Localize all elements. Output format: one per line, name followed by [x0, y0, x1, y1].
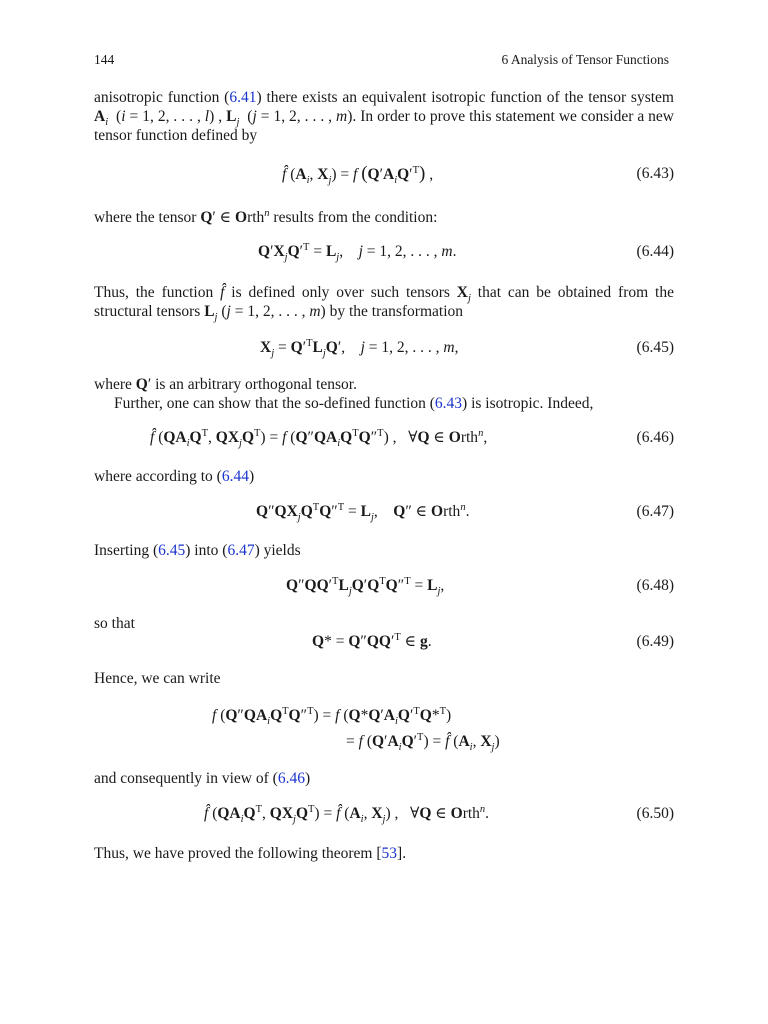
ref-6-46[interactable]: 6.46 [277, 770, 305, 787]
equation-6-47: $Q''QX_jQ^TQ''^T = L_j$, Q″ ∈ Orth$^n$. (6.47) [256, 501, 674, 524]
equation-6-45: $X_j = Q'^TL_jQ'$, j = 1, 2, . . . , m, (6.45) [260, 337, 674, 360]
equation-number: (6.48) [636, 577, 674, 594]
equation-6-49: $Q* = Q''QQ'^T$ ∈ g. (6.49) [94, 630, 674, 654]
equation-6-48: $Q''QQ'^TL_jQ'Q^TQ''^T = L_j$, (6.48) [286, 575, 674, 598]
equation-derivation-line-2: = f $(Q'A_iQ'^T)$ = f̂ ($A_i$, $X_j$) [346, 731, 500, 754]
paragraph-isotropic: Further, one can show that the so-defined function (6.43) is isotropic. Indeed, [114, 395, 594, 412]
equation-derivation-line-1: f $(Q''QA_iQ^TQ''^T) = f$ $(Q*Q'A_iQ'^TQ*^T)$ [212, 705, 452, 728]
paragraph-according: where according to (6.44) [94, 468, 255, 485]
equation-number: (6.43) [636, 165, 674, 182]
equation-number: (6.46) [636, 429, 674, 446]
paragraph-inserting: Inserting (6.45) into (6.47) yields [94, 542, 301, 559]
ref-6-43[interactable]: 6.43 [434, 395, 463, 412]
equation-number: (6.44) [636, 243, 674, 260]
equation-number: (6.50) [636, 805, 674, 822]
paragraph-function-defined: Thus, the function f̂ is defined only over such tensors $X_j$ that can be obtained from the structural tensors $L_j$ (j = 1, 2, . . . , m) by the transformation [94, 284, 674, 324]
paragraph-intro: anisotropic function (6.41) there exists an equivalent isotropic function of the tensor system $A_i$ (i = 1, 2, . . . , l) , $L_j$ (j = 1, 2, . . . , m). In order to prove this statement we consider a new tensor function defined by [94, 89, 675, 144]
ref-6-44[interactable]: 6.44 [221, 468, 249, 485]
running-header: 6 Analysis of Tensor Functions [501, 52, 669, 67]
equation-number: (6.47) [636, 503, 674, 520]
equation-number: (6.45) [636, 339, 674, 356]
ref-53[interactable]: 53 [381, 845, 398, 862]
paragraph-tensor-q: where the tensor Q′ ∈ Orth$^n$ results from the condition: [94, 207, 438, 226]
ref-6-47[interactable]: 6.47 [227, 542, 255, 559]
paragraph-orthogonal: where Q′ is an arbitrary orthogonal tensor. [94, 376, 357, 393]
equation-6-44: $Q'X_jQ'^T = L_j$, j = 1, 2, . . . , m. (6.44) [258, 241, 674, 264]
page-number: 144 [94, 52, 115, 67]
equation-6-50: f̂ ($QA_iQ^T$, $QX_jQ^T$) = f̂ ($A_i$, $X_j$) , ∀Q ∈ Orth$^n$. (6.50) [204, 803, 674, 826]
ref-6-45[interactable]: 6.45 [158, 542, 186, 559]
paragraph-hence: Hence, we can write [94, 670, 221, 687]
paragraph-so-that: so that [94, 615, 135, 632]
equation-6-46: f̂ ($QA_iQ^T$, $QX_jQ^T) = f$ $(Q''QA_iQ^TQ''^T)$ , ∀Q ∈ Orth$^n$, (6.46) [150, 427, 674, 450]
paragraph-consequently: and consequently in view of (6.46) [94, 770, 311, 787]
paragraph-theorem: Thus, we have proved the following theorem [53]. [94, 845, 407, 862]
equation-number: (6.49) [636, 633, 674, 650]
ref-6-41[interactable]: 6.41 [229, 89, 257, 106]
equation-6-43: f̂ ($A_i$, $X_j) = f$ $(Q'A_iQ'^T)$ , (6.43) [282, 163, 674, 187]
